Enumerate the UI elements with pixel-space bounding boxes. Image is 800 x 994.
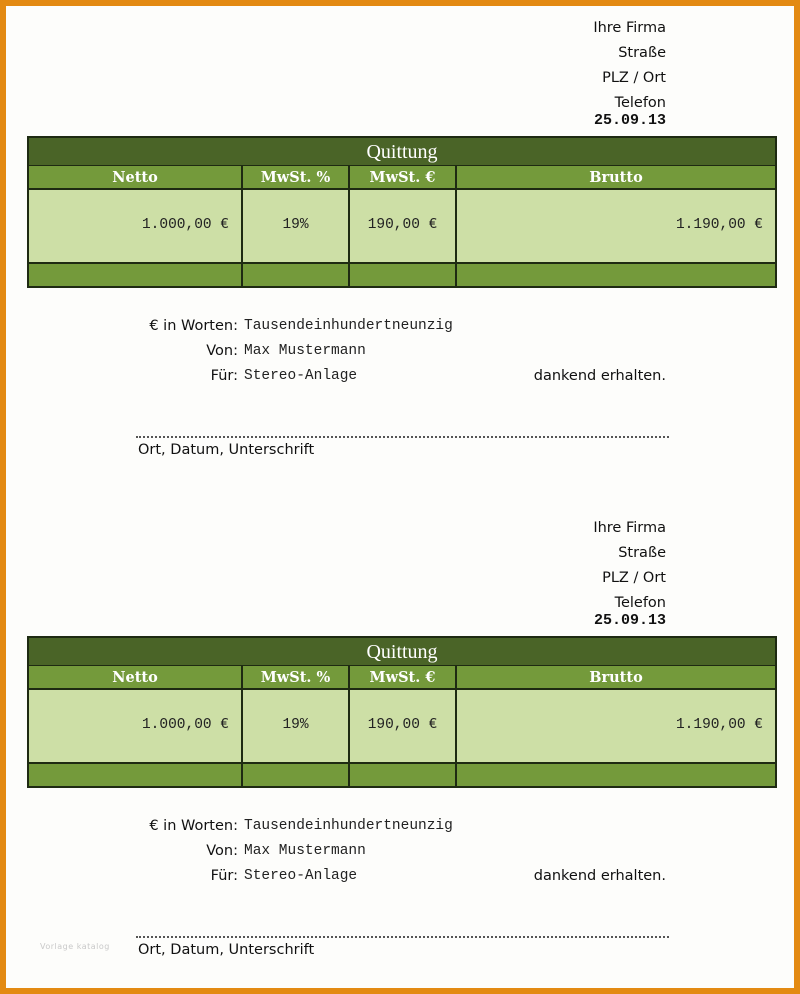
thanks-text: dankend erhalten. [533, 868, 666, 884]
receipt-date: 25.09.13 [593, 112, 666, 129]
header-netto: Netto [29, 166, 243, 190]
header-netto: Netto [29, 666, 243, 690]
receipt-top [6, 6, 794, 486]
value-brutto: 1.190,00 € [457, 690, 775, 764]
footer-cell [243, 264, 350, 286]
company-city: PLZ / Ort [602, 570, 666, 586]
company-block [593, 516, 666, 616]
signature-label: Ort, Datum, Unterschrift [138, 442, 315, 458]
words-value: Tausendeinhundertneunzig [244, 318, 453, 334]
receipt-bottom [6, 506, 794, 986]
company-phone: Telefon [614, 95, 666, 111]
footer-cell [350, 264, 457, 286]
signature-line [136, 936, 669, 938]
page [6, 6, 794, 988]
signature-line [136, 436, 669, 438]
thanks-text: dankend erhalten. [533, 368, 666, 384]
for-value: Stereo-Anlage [244, 868, 358, 884]
words-label: € in Worten: [149, 818, 238, 834]
footer-cell [29, 264, 243, 286]
table-title: Quittung [29, 638, 775, 666]
footer-cell [457, 264, 775, 286]
words-label: € in Worten: [149, 318, 238, 334]
header-brutto: Brutto [457, 166, 775, 190]
for-label: Für: [210, 868, 238, 884]
company-name: Ihre Firma [593, 20, 666, 36]
value-mwst-euro: 190,00 € [350, 190, 457, 264]
header-mwst-euro: MwSt. € [350, 166, 457, 190]
table-title: Quittung [29, 138, 775, 166]
from-value: Max Mustermann [244, 343, 366, 359]
footer-cell [350, 764, 457, 786]
value-netto: 1.000,00 € [29, 190, 243, 264]
company-city: PLZ / Ort [602, 70, 666, 86]
from-value: Max Mustermann [244, 843, 366, 859]
for-value: Stereo-Anlage [244, 368, 358, 384]
from-label: Von: [206, 343, 238, 359]
value-brutto: 1.190,00 € [457, 190, 775, 264]
header-brutto: Brutto [457, 666, 775, 690]
footer-cell [243, 764, 350, 786]
watermark: Vorlage katalog [40, 942, 110, 951]
footer-cell [457, 764, 775, 786]
words-value: Tausendeinhundertneunzig [244, 818, 453, 834]
for-label: Für: [210, 368, 238, 384]
header-mwst-percent: MwSt. % [243, 666, 350, 690]
receipt-date: 25.09.13 [593, 612, 666, 629]
receipt-table [27, 136, 777, 288]
company-street: Straße [618, 45, 666, 61]
header-mwst-euro: MwSt. € [350, 666, 457, 690]
value-mwst-percent: 19% [243, 690, 350, 764]
company-name: Ihre Firma [593, 520, 666, 536]
company-phone: Telefon [614, 595, 666, 611]
receipt-table [27, 636, 777, 788]
from-label: Von: [206, 843, 238, 859]
value-mwst-percent: 19% [243, 190, 350, 264]
company-block [593, 16, 666, 116]
value-netto: 1.000,00 € [29, 690, 243, 764]
header-mwst-percent: MwSt. % [243, 166, 350, 190]
signature-label: Ort, Datum, Unterschrift [138, 942, 315, 958]
company-street: Straße [618, 545, 666, 561]
footer-cell [29, 764, 243, 786]
value-mwst-euro: 190,00 € [350, 690, 457, 764]
